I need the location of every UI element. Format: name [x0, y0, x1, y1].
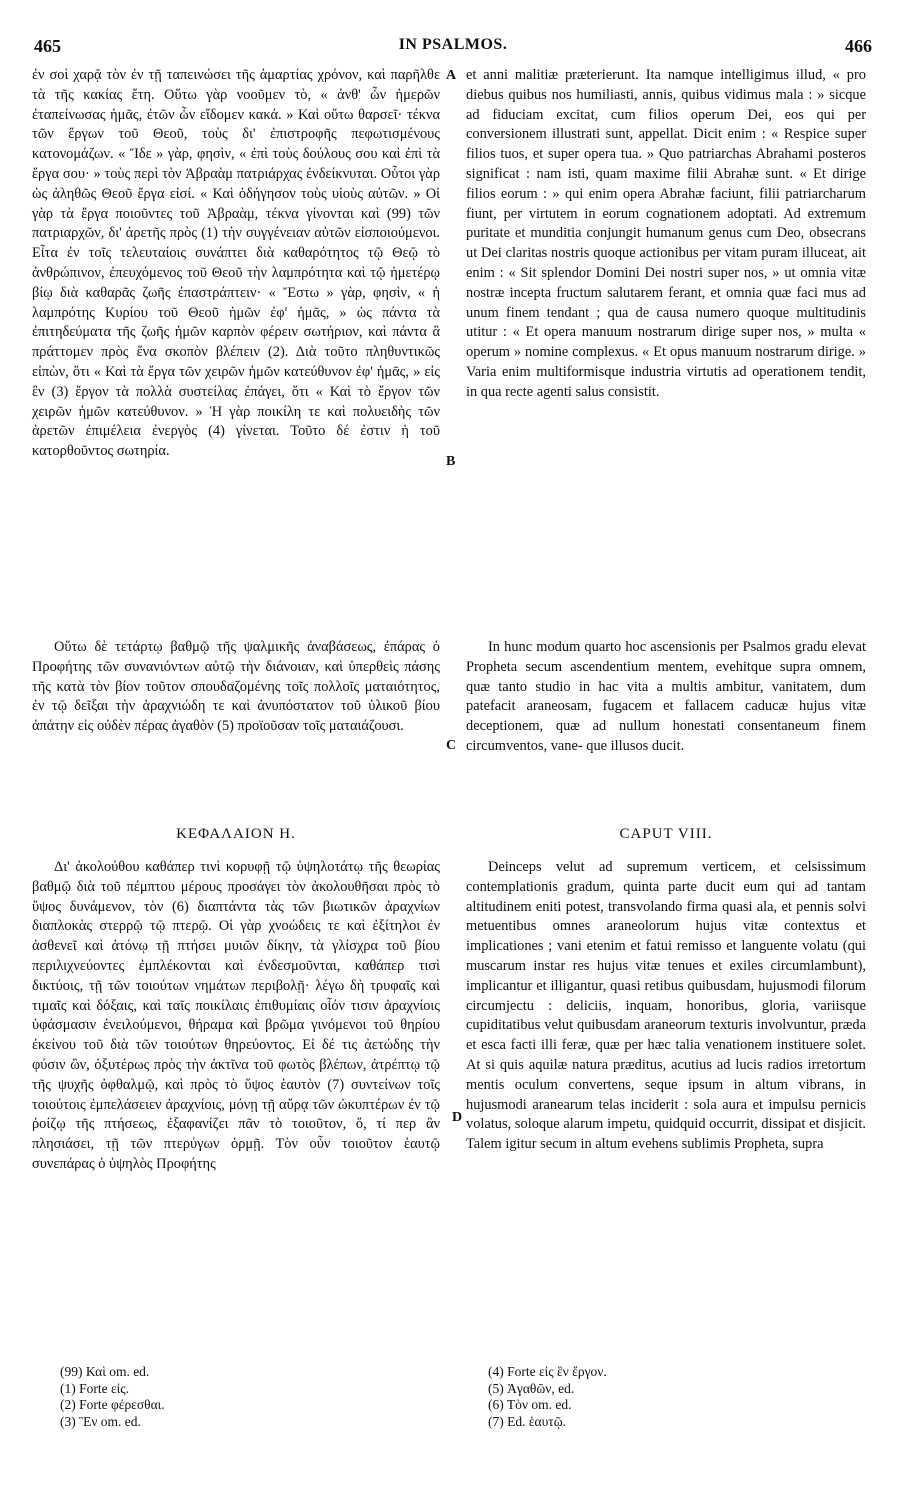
latin-column-section-1	[466, 66, 866, 602]
margin-marker-a: A	[446, 68, 457, 83]
latin-paragraph: et anni malitiæ præterierunt. Ita namque intelligimus illud, « pro diebus quibus nos humiliasti, annis, quibus vidimus mala : » sicque ad fiduciam excitat, cum filios operum Dei, eos qui per conversionem illustrati sunt, appellat. Dicit enim : « Respice super filios tuos, et super opera tua. » Quo patriarchas Abrahami posteros significat : nam isti, quam maxime filii Abrahæ sunt. « Et dirige filios eorum : » qui enim opera Abrahæ faciunt, filii patriarcharum fiunt, per virtutem in eorum cognationem adoptati. Ad extremum puritate et munditia conjungit humanum genus cum Deo, obsecrans ut Dei claritas nostris quoque actionibus per vitam puram illuceat, ait enim : « Sit splendor Domini Dei nostri super nos, » ut omnia vitæ nostræ incepta fructum salutarem ferant, et omnia quæ faci mus ad unum finem tendant ; qua de causa numero quoque multitudinis utitur : « Et opera manuum nostrarum dirige super nos, » multa « operum » nomine complexus. « Et opus manuum nostrarum dirige. » Varia enim multiformisque industria virtutis ad operationem tendit, in qua recte agenti salus consistit.	[466, 67, 866, 400]
greek-column-section-2	[32, 638, 440, 737]
latin-column-section-2	[466, 638, 866, 757]
greek-column-chapter	[32, 858, 440, 1175]
footnote: (4) Forte εἰς ἓν ἔργον.	[488, 1364, 607, 1379]
footnote: (1) Forte εἰς.	[60, 1380, 130, 1396]
greek-column-section-1	[32, 66, 440, 602]
footnote: (2) Forte φέρεσθαι.	[60, 1397, 165, 1412]
footnotes-left	[60, 1364, 165, 1430]
running-title: IN PSALMOS.	[398, 36, 508, 53]
footnote: (5) Ἀγαθῶν, ed.	[488, 1380, 575, 1396]
greek-paragraph: ἐν σοὶ χαρᾷ τὸν ἐν τῇ ταπεινώσει τῆς ἁμαρτίας χρόνον, καὶ παρῆλθε τὰ τῆς κακίας ἔτη. Οὕτω γὰρ νοοῦμεν τὸ, « ἀνθ' ὧν ἡμερῶν ἐταπείνωσας ἡμᾶς, ἐτῶν ὧν εἴδομεν κακά. » Καὶ οὕτω θαρσεῖ· τέκνα τῶν ἔργων τοῦ Θεοῦ, τοὺς δι' ἐπιστροφῆς πεφωτισμένους κατονομάζων. « Ἴδε » γὰρ, φησὶν, « ἐπὶ τοὺς δούλους σου καὶ ἐπὶ τὰ ἔργα σου· » τοὺς περὶ τὸν Ἀβραὰμ πατριάρχας ἐνδείκνυται. Οὗτοι γὰρ ὡς ἀληθῶς Θεοῦ ἔργα εἰσί. « Καὶ ὁδήγησον τοὺς υἱοὺς αὐτῶν. » Οἱ γὰρ τὰ ἔργα ποιοῦντες τοῦ Ἀβραὰμ, τέκνα γίνονται καὶ (99) τῶν πατριαρχῶν, δι' ἀρετῆς πρὸς (1) τὴν συγγένειαν αὐτῶν εἰσποιούμενοι. Εἶτα ἐν τοῖς τελευταίοις συνάπτει διὰ καθαρότητος τῷ Θεῷ τὸ ἀνθρώπινον, ἐπευχόμενος τοῦ Θεοῦ τὴν λαμπρότητα καὶ τῷ ἡμετέρῳ βίῳ διὰ καθαρᾶς ζωῆς ἐπαστράπτειν· « Ἔστω » γὰρ, φησὶν, « ἡ λαμπρότης Κυρίου τοῦ Θεοῦ ἡμῶν ἐφ' ἡμᾶς, » ὡς πάντα τὰ ἐπιτηδεύματα τῆς ζωῆς ἡμῶν καρπὸν φέρειν σωτήριον, καὶ πάντα ἃ πράττομεν πρὸς ἕνα σκοπὸν βλέπειν (2). Διὰ τοῦτο πληθυντικῶς εἰπὼν, ὅτι « Καὶ τὰ ἔργα τῶν χειρῶν ἡμῶν κατεύθυνον ἐφ' ἡμᾶς, » εἰς ἓν (3) ἔργον τὰ πολλὰ συστείλας ἐπάγει, ὅτι « Καὶ τὸ ἔργον τῶν χειρῶν ἡμῶν κατεύθυνον. » Ἡ γὰρ ποικίλη τε καὶ πολυειδὴς τῶν ἀρετῶν ἐπιμέλεια ἐνεργὸς (4) γίνεται. Τοῦτο δέ ἐστιν ἡ τοῦ κατορθοῦντος σωτηρία.	[32, 67, 440, 460]
page-number-right: 466	[845, 36, 872, 56]
footnote: (7) Ed. ἑαυτῷ.	[488, 1413, 566, 1429]
margin-marker-d: D	[452, 1110, 463, 1125]
footnotes-right	[488, 1364, 607, 1430]
greek-paragraph: Οὕτω δὲ τετάρτῳ βαθμῷ τῆς ψαλμικῆς ἀναβάσεως, ἐπάρας ὁ Προφήτης τῶν συνανιόντων αὐτῷ τὴν διάνοιαν, καὶ ὑπερθεὶς πάσης τῆς κατὰ τὸν βίον τοῦτον σπουδαζομένης τοῖς πολλοῖς ματαιότητος, ἐν τῷ δεῖξαι τὴν ἀραχνιώδη τε καὶ ἀνυπόστατον τοῦ ὑλικοῦ βίου ἀπάτην εἰς οὐδὲν πέρας ἀγαθὸν (5) προϊοῦσαν τοῖς ματαιάζουσι.	[32, 639, 440, 735]
latin-column-chapter	[466, 858, 866, 1155]
margin-marker-c: C	[446, 738, 457, 753]
latin-chapter-title: CAPUT VIII.	[619, 826, 713, 842]
margin-marker-b: B	[446, 454, 456, 469]
latin-paragraph: Deinceps velut ad supremum verticem, et celsissimum contemplationis gradum, quinta parte ducit eum qui ad tantam altitudinem eniti potest, transvolando firma quasi ala, et pennis solvi metuentibus omnes araneolorum hujus vitæ contextus et implicationes ; vani etenim et fatui remisso et languente volatu (qui muscarum instar res hujus vitæ tenues et exiles circumlambunt), implicantur et illigantur, quasi retibus quibusdam, hujusmodi filorum circumjectu : deliciis, inquam, honoribus, gloria, variisque cupiditatibus velut quibusdam araneorum texturis involvuntur, præda et esca facti illi feræ, quæ per hæc talia venationem instituere solet. At si quis aquilæ natura præditus, acutius ad lucis radios irretortum mentis oculum convertens, seque ipsum in altum vibrans, in hujusmodi aranearum telas inciderit : sola aura et impulsu pernicis volatus, soloque alarum impetu, quidquid occurrit, dissipat et disjicit. Talem igitur secum in altum evehens sublimis Propheta, supra	[466, 859, 866, 1153]
greek-chapter-title: ΚΕΦΑΛΑΙΟΝ Η.	[176, 826, 296, 842]
page-number-left: 465	[34, 36, 61, 56]
footnote: (3) Ἓν om. ed.	[60, 1413, 141, 1429]
greek-paragraph: Δι' ἀκολούθου καθάπερ τινὶ κορυφῇ τῷ ὑψηλοτάτῳ τῆς θεωρίας βαθμῷ διὰ τοῦ πέμπτου μέρους προσάγει τὸν ἀκολουθῆσαι πρὸς τὸ ὕψος δυνάμενον, τὸν (6) διαπτάντα τὰς τῶν βιωτικῶν ἀραχνίων διαπλοκὰς στερρῷ τῷ πτερῷ. Οἱ γὰρ χνοώδεις τε καὶ ἐξίτηλοι ἐν ἀσθενεῖ καὶ ἀτόνῳ τῇ πτήσει μυιῶν δίκην, τὰ γλίσχρα τοῦ βίου περιλιχνεύοντες ἐμπλέκονται καὶ ἐνδεσμοῦνται, καθάπερ τισὶ δικτύοις, τῇ τῶν τοιούτων νημάτων περιβολῇ· λέγω δὴ τρυφαῖς καὶ τιμαῖς καὶ δόξαις, καὶ ταῖς ποικίλαις ἐπιθυμίαις οἷόν τισιν ἀραχνίοις ὑφάσμασιν ἐνειλούμενοι, θήραμα καὶ βρῶμα γινόμενοι τοῦ θηρίου ἐκείνου τοῦ διὰ τῶν τοιούτων θηρεύοντος. Εἰ δέ τις ἀετώδης τὴν φύσιν ὢν, ὀξυτέρως πρὸς τὴν ἀκτῖνα τοῦ φωτὸς βλέπων, ἀτρέπτῳ τῷ τῆς ψυχῆς ὀφθαλμῷ, καὶ πρὸς τὸ ὕψος ἑαυτὸν (7) συντείνων τοῖς τοιούτοις ἐμπελάσειεν ἀραχνίοις, μόνῃ τῇ αὔρᾳ τῶν ὠκυπτέρων ἐν τῷ ῥοίζῳ τῆς πτήσεως, ἐξαφανίζει πᾶν τὸ τοιοῦτον, ὅ, τί περ ἂν πλησιάσει, τῇ τῶν πτερύγων ὁρμῇ. Τὸν οὖν τοιοῦτον ἑαυτῷ συνεπάρας ὁ ὑψηλὸς Προφήτης	[32, 859, 440, 1172]
footnote: (99) Καὶ om. ed.	[60, 1364, 150, 1379]
latin-paragraph: In hunc modum quarto hoc ascensionis per Psalmos gradu elevat Propheta secum ascendentium mentem, evehitque supra omnem, quæ tanto studio in hac vita a multis ambitur, vanitatem, dum patefacit araneosam, fugacem et fallacem caducæ hujus vitæ deceptionem, quæ ad nullum honestati consentaneum finem circumventos, vane- que illusos ducit.	[466, 639, 866, 754]
footnote: (6) Τὸν om. ed.	[488, 1397, 572, 1412]
